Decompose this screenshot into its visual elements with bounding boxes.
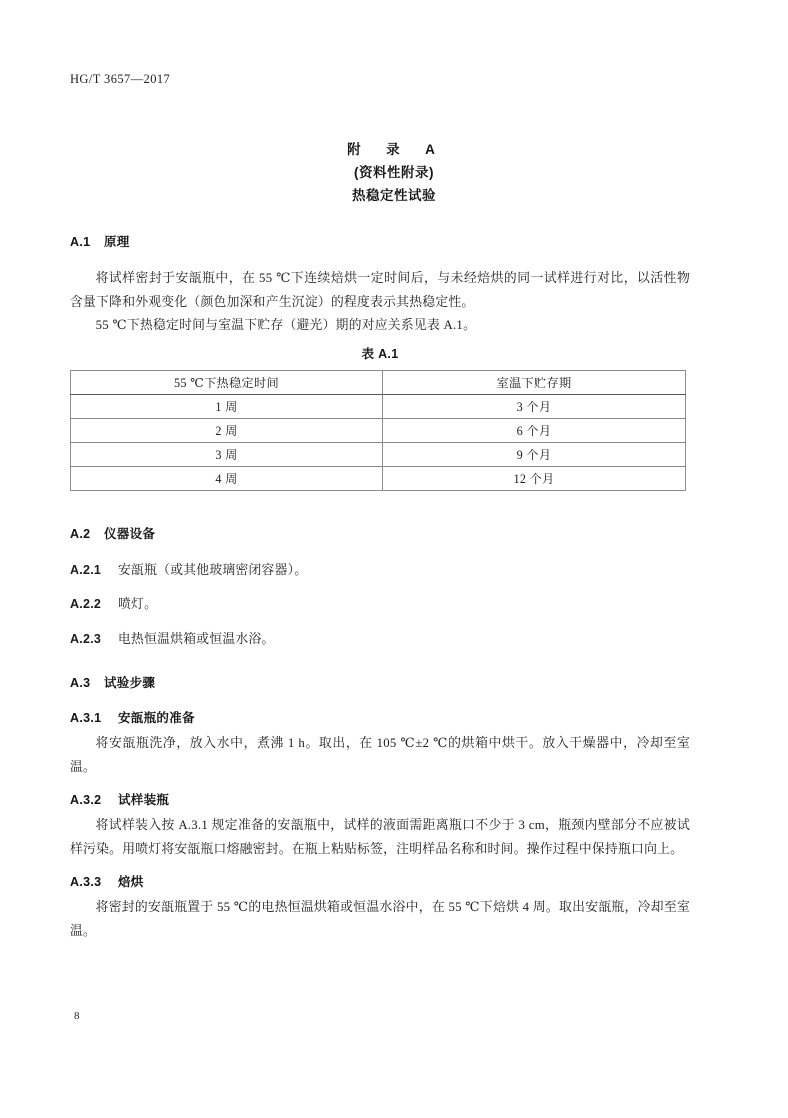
paragraph-a1-principle: 将试样密封于安瓿瓶中，在 55 ℃下连续焙烘一定时间后，与未经焙烘的同一试样进行对比，以活性物含量下降和外观变化（颜色加深和产生沉淀）的程度表示其热稳定性。	[70, 271, 690, 309]
clause-heading-a3	[70, 673, 690, 691]
clause-title-a3-2: 试样装瓶	[118, 793, 170, 807]
table-cell-duration: 3 周	[71, 442, 383, 466]
clause-title-a2: 仪器设备	[104, 526, 156, 541]
clause-title-a3-3: 焙烘	[118, 875, 144, 889]
table-cell-storage: 9 个月	[383, 442, 686, 466]
clause-heading-a3-2	[70, 790, 690, 808]
clause-number-a3-2: A.3.2	[70, 793, 102, 807]
paragraph-a1-table-reference: 55 ℃下热稳定时间与室温下贮存（避光）期的对应关系见表 A.1。	[95, 318, 477, 332]
clause-number-a1: A.1	[70, 235, 91, 249]
table-row	[71, 394, 686, 418]
table-cell-duration: 1 周	[71, 394, 383, 418]
clause-number-a3: A.3	[70, 676, 91, 690]
clause-heading-a3-3	[70, 872, 690, 890]
clause-number-a2-3: A.2.3	[70, 631, 102, 646]
table-cell-storage: 6 个月	[383, 418, 686, 442]
annex-label: 附 录 A	[347, 142, 441, 157]
clause-item-a2-3	[70, 628, 690, 652]
table-cell-duration: 2 周	[71, 418, 383, 442]
clause-heading-a2	[70, 524, 690, 542]
table-header-row	[71, 370, 686, 394]
annex-title: 热稳定性试验	[352, 188, 436, 203]
table-cell-storage: 12 个月	[383, 466, 686, 490]
clause-item-a2-1	[70, 559, 690, 583]
clause-number-a2-2: A.2.2	[70, 597, 102, 611]
annex-title-block	[0, 138, 788, 207]
clause-title-a1: 原理	[104, 235, 130, 249]
clause-title-a3-1: 安瓿瓶的准备	[118, 711, 195, 725]
table-column-header-1: 室温下贮存期	[383, 370, 686, 394]
paragraph-a3-2: 将试样装入按 A.3.1 规定准备的安瓿瓶中，试样的液面需距离瓶口不少于 3 cm，瓶颈内壁部分不应被试样污染。用喷灯将安瓿瓶口熔融密封。在瓶上粘贴标签，注明样品名称和时间。操作过程中保持瓶口向上。	[70, 818, 690, 856]
clause-heading-a1	[70, 232, 690, 250]
clause-text-a2-1: 安瓿瓶（或其他玻璃密闭容器）。	[118, 562, 308, 577]
table-column-header-0: 55 ℃下热稳定时间	[71, 370, 383, 394]
paragraph-a3-1: 将安瓿瓶洗净，放入水中，煮沸 1 h。取出，在 105 ℃±2 ℃的烘箱中烘干。放入干燥器中，冷却至室温。	[70, 736, 690, 774]
table-cell-duration: 4 周	[71, 466, 383, 490]
table-a1	[70, 370, 686, 491]
clause-heading-a3-1	[70, 708, 690, 726]
clause-number-a3-3: A.3.3	[70, 875, 102, 889]
table-caption-a1: 表 A.1	[361, 346, 399, 361]
clause-number-a3-1: A.3.1	[70, 711, 102, 725]
annex-kind: (资料性附录)	[354, 165, 434, 180]
document-body	[70, 232, 690, 943]
table-row	[71, 418, 686, 442]
clause-item-a2-2	[70, 593, 690, 617]
running-header-standard-code: HG/T 3657—2017	[70, 72, 171, 86]
clause-number-a2: A.2	[70, 526, 91, 541]
table-row	[71, 442, 686, 466]
clause-text-a2-3: 电热恒温烘箱或恒温水浴。	[118, 631, 275, 646]
table-row	[71, 466, 686, 490]
page-number: 8	[74, 1010, 80, 1022]
clause-number-a2-1: A.2.1	[70, 562, 102, 577]
paragraph-a3-3: 将密封的安瓿瓶置于 55 ℃的电热恒温烘箱或恒温水浴中，在 55 ℃下焙烘 4 周。取出安瓿瓶，冷却至室温。	[70, 900, 690, 938]
clause-text-a2-2: 喷灯。	[118, 597, 158, 611]
clause-title-a3: 试验步骤	[104, 676, 156, 690]
table-cell-storage: 3 个月	[383, 394, 686, 418]
